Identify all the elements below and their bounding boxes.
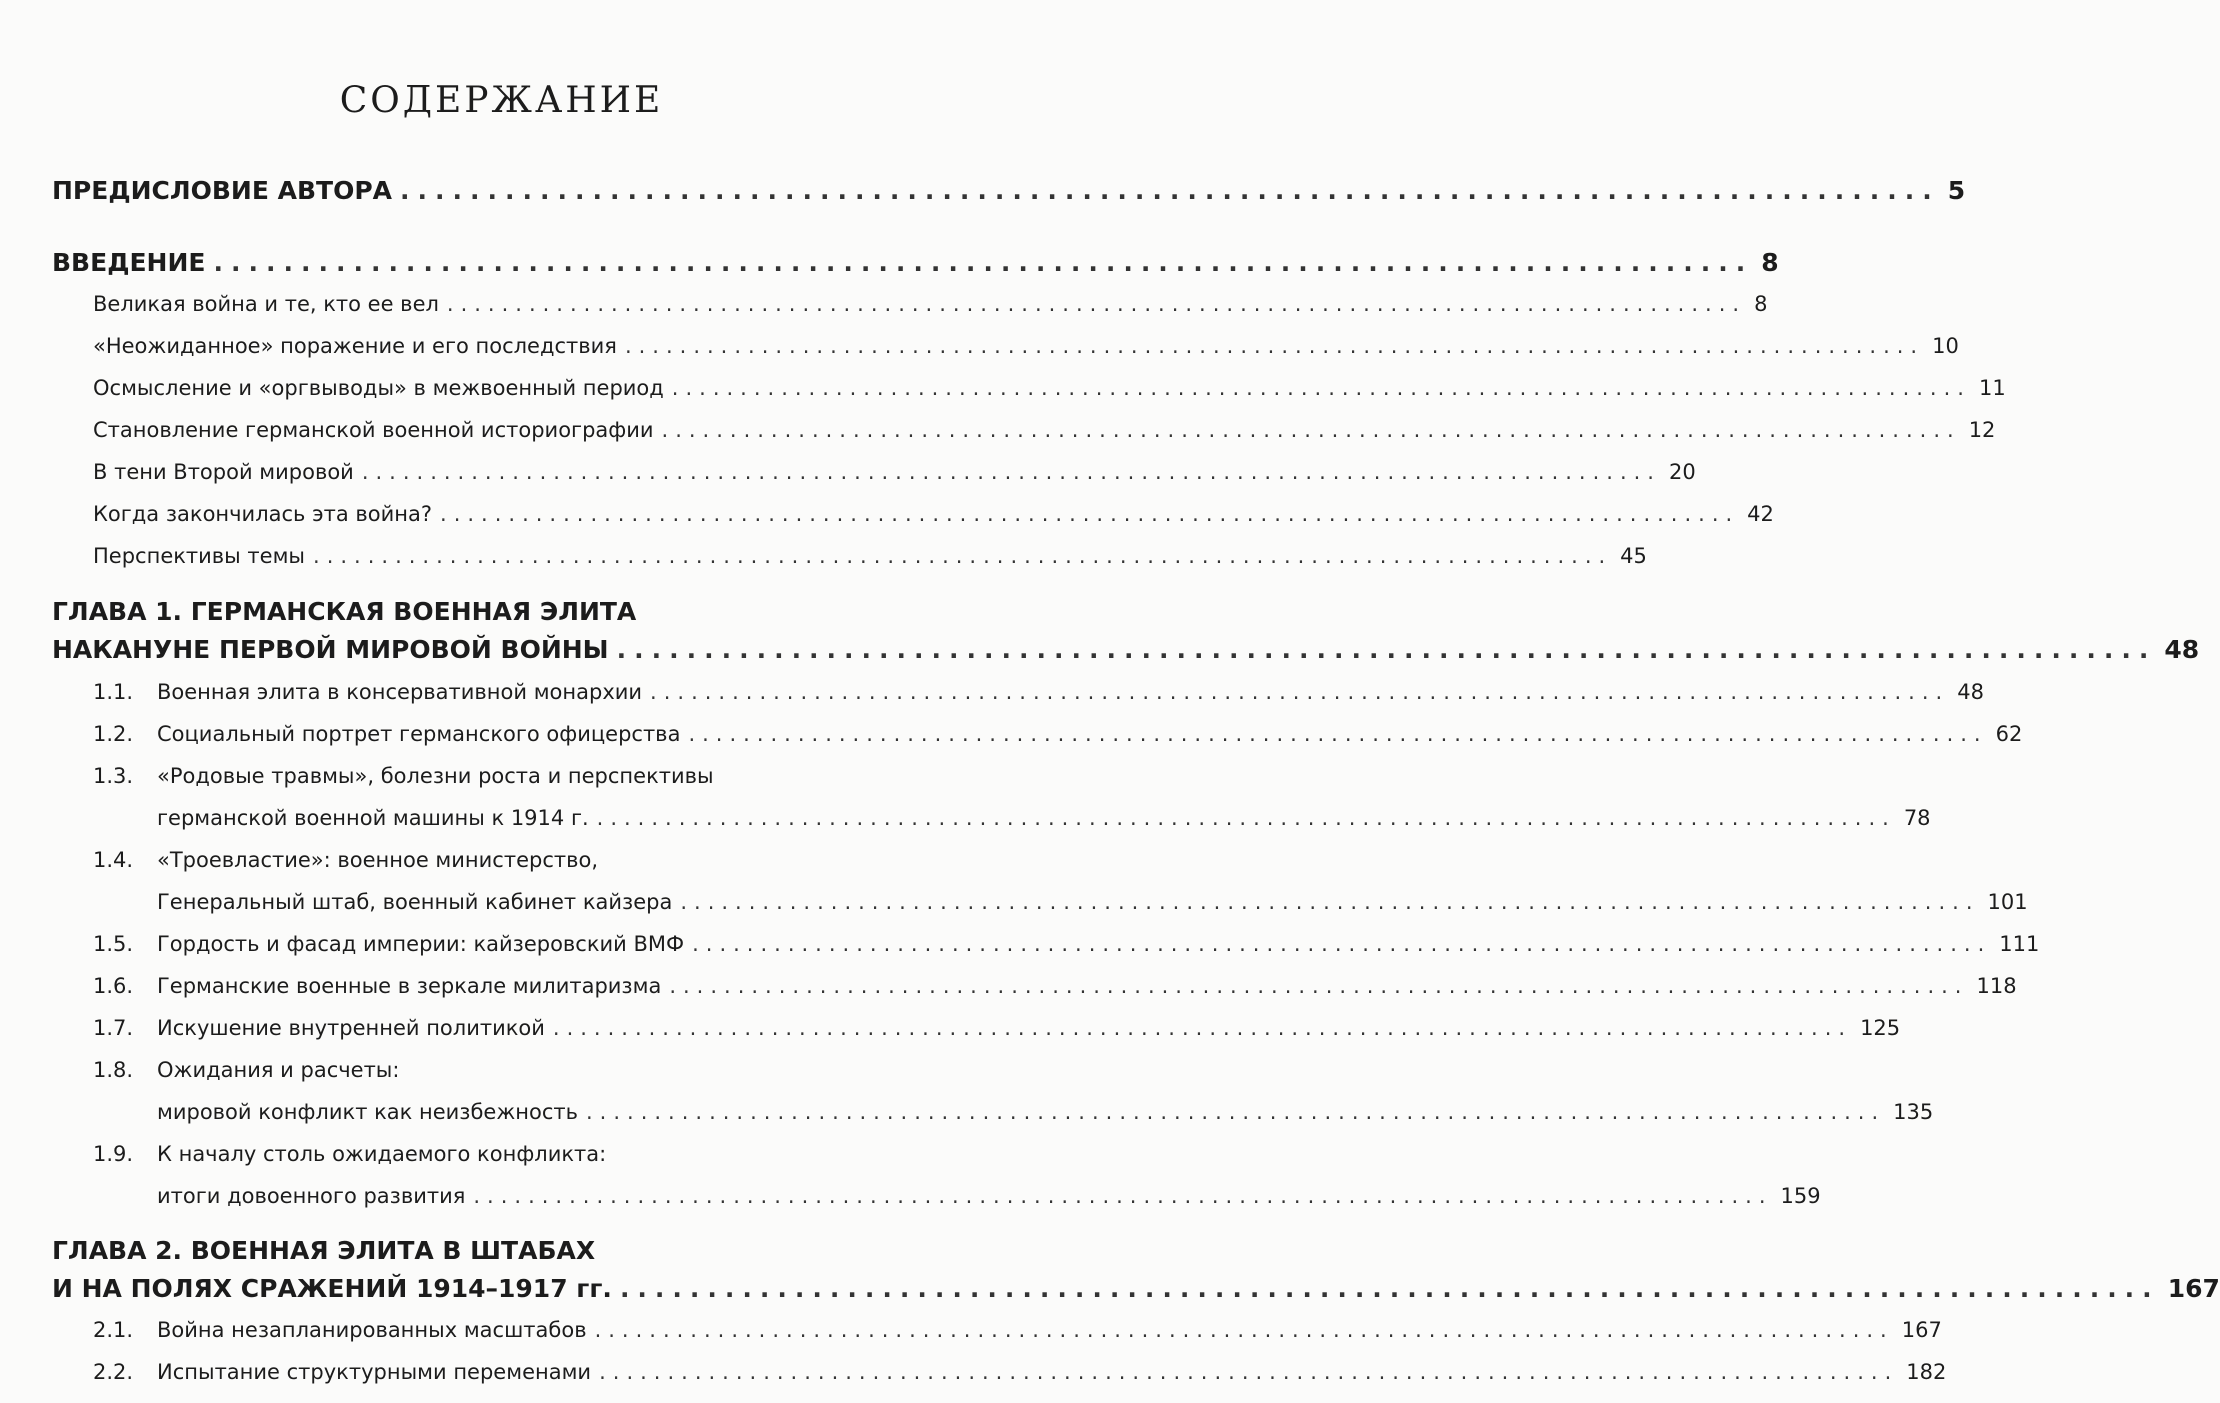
dot-leader: ........................................................................................ bbox=[619, 1274, 2160, 1303]
entry-label: «Неожиданное» поражение и его последствия bbox=[93, 334, 617, 358]
toc-entry bbox=[93, 418, 1996, 442]
toc-section bbox=[157, 1100, 1934, 1124]
section-number: 1.9. bbox=[93, 1142, 134, 1166]
section-number: 2.2. bbox=[93, 1360, 134, 1384]
dot-leader: ............................................................................................... bbox=[688, 722, 1988, 746]
section-number: 1.1. bbox=[93, 680, 134, 704]
dot-leader: ............................................................................................... bbox=[692, 932, 1992, 956]
section-number: 1.5. bbox=[93, 932, 134, 956]
dot-leader: ............................................................................................... bbox=[680, 890, 1980, 914]
chapter-heading-line: ГЛАВА 1. ГЕРМАНСКАЯ ВОЕННАЯ ЭЛИТА bbox=[52, 597, 637, 626]
toc-section bbox=[93, 1318, 1942, 1342]
entry-label: Военная элита в консервативной монархии bbox=[157, 680, 643, 704]
entry-page: 78 bbox=[1903, 806, 1931, 830]
dot-leader: ........................................................................................ bbox=[213, 248, 1754, 277]
dot-leader: ............................................................................................... bbox=[440, 502, 1740, 526]
entry-page: 62 bbox=[1995, 722, 2023, 746]
chapter-heading-line: ГЛАВА 2. ВОЕННАЯ ЭЛИТА В ШТАБАХ bbox=[52, 1236, 596, 1265]
entry-page: 42 bbox=[1747, 502, 1774, 526]
toc-section bbox=[157, 890, 2028, 914]
section-number: 1.7. bbox=[93, 1016, 134, 1040]
toc-entry-intro bbox=[52, 248, 1779, 277]
entry-label: Великая война и те, кто ее вел bbox=[93, 292, 439, 316]
entry-page: 135 bbox=[1893, 1100, 1934, 1124]
toc-section bbox=[93, 680, 1984, 704]
dot-leader: ............................................................................................... bbox=[669, 974, 1969, 998]
entry-label: Становление германской военной историографии bbox=[93, 418, 654, 442]
entry-label: Генеральный штаб, военный кабинет кайзера bbox=[157, 890, 673, 914]
dot-leader: ............................................................................................... bbox=[552, 1016, 1853, 1040]
entry-page: 111 bbox=[1999, 932, 2040, 956]
toc-section bbox=[93, 932, 2040, 956]
entry-label: Осмысление и «оргвыводы» в межвоенный период bbox=[93, 376, 664, 400]
entry-page: 118 bbox=[1976, 974, 2017, 998]
toc-entry bbox=[93, 376, 2006, 400]
toc-title: СОДЕРЖАНИЕ bbox=[339, 80, 664, 121]
entry-page: 159 bbox=[1780, 1184, 1821, 1208]
toc-entry bbox=[93, 292, 1768, 316]
toc-entry-chapter-1 bbox=[52, 635, 2200, 664]
entry-label: ПРЕДИСЛОВИЕ АВТОРА bbox=[52, 176, 393, 205]
entry-label: Гордость и фасад империи: кайзеровский ВМФ bbox=[157, 932, 685, 956]
entry-page: 8 bbox=[1754, 292, 1768, 316]
entry-label: Испытание структурными переменами bbox=[157, 1360, 592, 1384]
entry-page: 8 bbox=[1761, 248, 1779, 277]
entry-page: 101 bbox=[1987, 890, 2028, 914]
entry-label: Война незапланированных масштабов bbox=[157, 1318, 587, 1342]
entry-page: 167 bbox=[2167, 1274, 2220, 1303]
dot-leader: ............................................................................................... bbox=[599, 1360, 1899, 1384]
entry-label: мировой конфликт как неизбежность bbox=[157, 1100, 578, 1124]
entry-label: итоги довоенного развития bbox=[157, 1184, 466, 1208]
toc-section bbox=[93, 1016, 1901, 1040]
toc-section bbox=[157, 1184, 1821, 1208]
entry-label: Германские военные в зеркале милитаризма bbox=[157, 974, 662, 998]
dot-leader: ............................................................................................... bbox=[586, 1100, 1886, 1124]
entry-label-line: «Троевластие»: военное министерство, bbox=[157, 848, 599, 872]
section-number: 1.2. bbox=[93, 722, 134, 746]
dot-leader: ............................................................................................... bbox=[594, 1318, 1894, 1342]
toc-entry-preface bbox=[52, 176, 1966, 205]
section-number: 1.6. bbox=[93, 974, 134, 998]
entry-label: В тени Второй мировой bbox=[93, 460, 354, 484]
entry-page: 5 bbox=[1947, 176, 1966, 205]
entry-label: НАКАНУНЕ ПЕРВОЙ МИРОВОЙ ВОЙНЫ bbox=[52, 635, 609, 664]
toc-entry bbox=[93, 334, 1959, 358]
dot-leader: ........................................................................................ bbox=[400, 176, 1940, 205]
entry-page: 20 bbox=[1668, 460, 1696, 484]
entry-page: 48 bbox=[1957, 680, 1984, 704]
entry-page: 10 bbox=[1932, 334, 1959, 358]
dot-leader: ............................................................................................... bbox=[473, 1184, 1773, 1208]
entry-page: 12 bbox=[1968, 418, 1996, 442]
entry-page: 11 bbox=[1978, 376, 2006, 400]
dot-leader: ............................................................................................... bbox=[361, 460, 1661, 484]
toc-entry bbox=[93, 460, 1696, 484]
toc-entry-chapter-2 bbox=[52, 1274, 2220, 1303]
dot-leader: ............................................................................................... bbox=[446, 292, 1747, 316]
entry-label-line: К началу столь ожидаемого конфликта: bbox=[157, 1142, 607, 1166]
toc-entry bbox=[93, 544, 1647, 568]
section-number: 1.4. bbox=[93, 848, 134, 872]
entry-label: Социальный портрет германского офицерства bbox=[157, 722, 681, 746]
entry-label-line: Ожидания и расчеты: bbox=[157, 1058, 400, 1082]
entry-page: 167 bbox=[1901, 1318, 1942, 1342]
entry-page: 182 bbox=[1906, 1360, 1947, 1384]
dot-leader: ............................................................................................... bbox=[313, 544, 1613, 568]
entry-label: И НА ПОЛЯХ СРАЖЕНИЙ 1914–1917 гг. bbox=[52, 1274, 612, 1303]
toc-section bbox=[93, 974, 2017, 998]
dot-leader: ............................................................................................... bbox=[624, 334, 1925, 358]
dot-leader: ............................................................................................... bbox=[661, 418, 1961, 442]
toc-section bbox=[93, 722, 2023, 746]
dot-leader: ............................................................................................... bbox=[671, 376, 1971, 400]
dot-leader: ............................................................................................... bbox=[596, 806, 1896, 830]
entry-page: 48 bbox=[2164, 635, 2200, 664]
entry-label: ВВЕДЕНИЕ bbox=[52, 248, 206, 277]
section-number: 1.3. bbox=[93, 764, 134, 788]
dot-leader: ........................................................................................ bbox=[616, 635, 2157, 664]
entry-page: 125 bbox=[1860, 1016, 1901, 1040]
toc-entry bbox=[93, 502, 1774, 526]
entry-label: германской военной машины к 1914 г. bbox=[157, 806, 589, 830]
toc-section bbox=[93, 1360, 1947, 1384]
entry-label: Искушение внутренней политикой bbox=[157, 1016, 545, 1040]
entry-label-line: «Родовые травмы», болезни роста и перспективы bbox=[157, 764, 714, 788]
section-number: 2.1. bbox=[93, 1318, 134, 1342]
section-number: 1.8. bbox=[93, 1058, 134, 1082]
entry-page: 45 bbox=[1620, 544, 1647, 568]
toc-section bbox=[157, 806, 1931, 830]
dot-leader: ............................................................................................... bbox=[650, 680, 1950, 704]
entry-label: Когда закончилась эта война? bbox=[93, 502, 433, 526]
entry-label: Перспективы темы bbox=[93, 544, 306, 568]
